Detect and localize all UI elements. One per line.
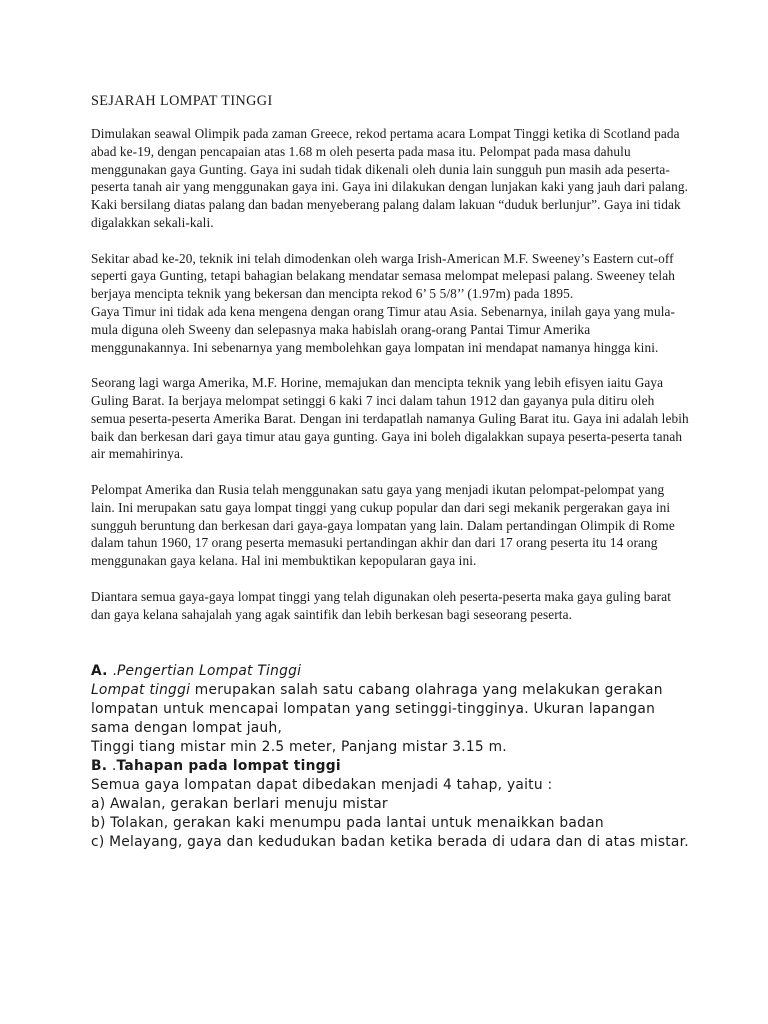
section-a-term: Lompat tinggi	[91, 682, 191, 699]
section-a-title: Pengertian Lompat Tinggi	[116, 663, 302, 680]
list-item: b) Tolakan, gerakan kaki menumpu pada lantai untuk menaikkan badan	[91, 815, 604, 832]
section-a	[91, 662, 691, 757]
section-b-title: Tahapan pada lompat tinggi	[116, 758, 341, 775]
paragraph-origin: Dimulakan seawal Olimpik pada zaman Greece, rekod pertama acara Lompat Tinggi ketika di Scotland pada abad ke-19, dengan pencapaian atas 1.68 m oleh peserta pada masa itu. Pelompat pada masa dahulu menggunakan gaya Gunting. Gaya ini sudah tidak dikenali oleh dunia lain sungguh pun masih ada peserta-peserta tanah air yang menggunakan gaya ini. Gaya ini dilakukan dengan lunjakan kaki yang jauh dari palang. Kaki bersilang diatas palang dan badan menyeberang palang dalam lakuan “duduk berlunjur”. Gaya ini tidak digalakkan sekali-kali.	[91, 126, 689, 230]
section-b-intro: Semua gaya lompatan dapat dibedakan menjadi 4 tahap, yaitu :	[91, 777, 553, 794]
paragraph-horine: Seorang lagi warga Amerika, M.F. Horine, memajukan dan mencipta teknik yang lebih efisyen iaitu Gaya Guling Barat. Ia berjaya melompat setinggi 6 kaki 7 inci dalam tahun 1912 dan gayanya pula ditiru oleh semua peserta-peserta Amerika Barat. Dengan ini terdapatlah namanya Guling Barat itu. Gaya ini adalah lebih baik dan berkesan dari gaya timur atau gaya gunting. Gaya ini boleh digalakkan supaya peserta-peserta tanah air memahirinya.	[91, 375, 689, 462]
document-page	[91, 93, 691, 852]
paragraph-gaya-kelana: Pelompat Amerika dan Rusia telah menggunakan satu gaya yang menjadi ikutan pelompat-pelompat yang lain. Ini merupakan satu gaya lompat tinggi yang cukup popular dan dari segi mekanik pergerakan gaya ini sungguh beruntung dan berkesan dari gaya-gaya lompatan yang lain. Dalam pertandingan Olimpik di Rome dalam tahun 1960, 17 orang peserta memasuki pertandingan akhir dan dari 17 orang peserta itu 14 orang menggunakan gaya kelana. Hal ini membuktikan kepopularan gaya ini.	[91, 481, 675, 569]
section-b-heading	[91, 757, 691, 776]
paragraph-conclusion: Diantara semua gaya-gaya lompat tinggi yang telah digunakan oleh peserta-peserta maka gaya guling barat dan gaya kelana sahajalah yang agak saintifik dan lebih berkesan bagi seseorang peserta.	[91, 588, 671, 622]
list-item: a) Awalan, gerakan berlari menuju mistar	[91, 796, 388, 813]
section-b-bullet: B.	[91, 758, 108, 775]
list-item: c) Melayang, gaya dan kedudukan badan ketika berada di udara dan di atas mistar.	[91, 834, 689, 851]
section-b-separator: .	[107, 758, 117, 775]
paragraph-sweeney: Sekitar abad ke-20, teknik ini telah dimodenkan oleh warga Irish-American M.F. Sweeney’s Eastern cut-off seperti gaya Gunting, tetapi bahagian belakang mendatar semasa melompat melepasi palang. Sweeney telah berjaya mencipta teknik yang bekersan dan mencipta rekod 6’ 5 5/8’’ (1.97m) pada 1895.	[91, 250, 675, 302]
section-a-definition	[91, 681, 691, 738]
section-a-heading	[91, 662, 691, 681]
history-section	[91, 125, 691, 623]
section-b	[91, 757, 691, 852]
section-a-definition-text: merupakan salah satu cabang olahraga yang melakukan gerakan lompatan untuk mencapai lompatan yang setinggi-tingginya. Ukuran lapangan sama dengan lompat jauh,	[91, 682, 663, 737]
document-title: SEJARAH LOMPAT TINGGI	[91, 93, 273, 109]
section-a-bullet: A.	[91, 663, 108, 680]
section-a-separator: .	[107, 663, 117, 680]
section-a-specs: Tinggi tiang mistar min 2.5 meter, Panjang mistar 3.15 m.	[91, 739, 507, 756]
paragraph-gaya-timur: Gaya Timur ini tidak ada kena mengena dengan orang Timur atau Asia. Sebenarnya, inilah gaya yang mula-mula diguna oleh Sweeny dan selepasnya maka habislah orang-orang Pantai Timur Amerika menggunakannya. Ini sebenarnya yang membolehkan gaya lompatan ini mendapat namanya hingga kini.	[91, 303, 676, 355]
